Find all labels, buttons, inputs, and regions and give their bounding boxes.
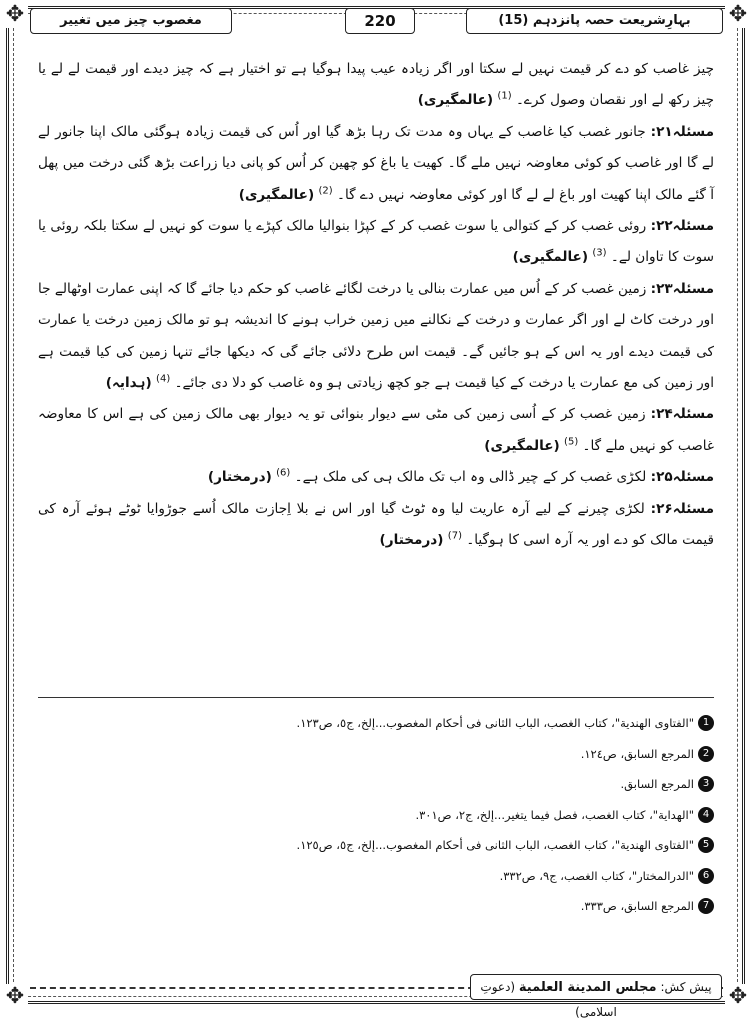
footnote-divider	[38, 697, 714, 698]
footnote-text: "الدرالمختار"، کتاب الغصب، ج٩، ص٣٣٢.	[499, 868, 694, 883]
footnote-ref[interactable]: (5)	[564, 436, 579, 448]
footnote-number: 4	[698, 807, 714, 823]
page-header	[30, 6, 723, 36]
footnote-number: 7	[698, 898, 714, 914]
footnote-ref[interactable]: (4)	[156, 373, 171, 385]
masala	[38, 494, 714, 557]
masala	[38, 117, 714, 211]
masala-label: مسئلہ۲۲:	[650, 218, 714, 235]
paragraph-body: لکڑی چیرنے کے لیے آرہ عاریت لیا وہ ٹوٹ گیا اور اس نے بلا اِجازت مالک اُسے جوڑوایا ٹوٹے ہوئے آرہ کی قیمت مالک کو دے اور یہ آرہ اسی کا ہوگیا۔	[38, 500, 714, 549]
footnote-ref[interactable]: (7)	[447, 530, 462, 542]
publisher-name: مجلس المدینة العلمیة	[518, 980, 657, 995]
paragraph-body: زمین غصب کر کے اُس میں عمارت بنالی یا درخت لگائے غاصب کو حکم دیا جائے گا کہ اپنی عمارت اوٹھالے جا اور درخت کاٹ لے اور اگر عمارت و درخت کے نکالنے میں زمین خراب ہونے کا اندیشہ ہو تو مالک زمین درخت یا عمارت کی قیمت دیدے اور یہ اس کے ہو جائیں گے۔ قیمت اس طرح دلائی جائے گی کہ دیکھا جائے تنہا زمین کی کیا قیمت ہے اور زمین کی مع عمارت یا درخت کے کیا قیمت ہے جو کچھ زیادتی ہو وہ غاصب کو دلا دی جائے۔	[38, 280, 714, 392]
footnote-ref[interactable]: (6)	[276, 467, 291, 479]
book-title: بہارِشریعت حصہ پانزدہم (15)	[466, 8, 723, 34]
footnote	[38, 800, 714, 831]
footnote	[38, 708, 714, 739]
source-citation: (عالمگیری)	[238, 186, 315, 203]
source-citation: (درمختار)	[379, 532, 444, 549]
footnote-ref[interactable]: (2)	[318, 185, 333, 197]
source-citation: (عالمگیری)	[512, 249, 589, 266]
publisher-box	[470, 974, 722, 1019]
main-text	[38, 54, 714, 557]
masala-label: مسئلہ۲۴:	[650, 406, 714, 423]
footnote-number: 5	[698, 837, 714, 853]
presenter-label: پیش کش:	[660, 980, 712, 994]
corner-ornament-icon: ✥	[2, 2, 28, 28]
footnote	[38, 769, 714, 800]
masala-label: مسئلہ۲۳:	[650, 280, 714, 297]
chapter-topic: مغصوب چیز میں تغییر	[30, 8, 232, 34]
footnote	[38, 891, 714, 922]
footnote-number: 3	[698, 776, 714, 792]
masala	[38, 462, 714, 493]
footnote-number: 1	[698, 715, 714, 731]
footnote-ref[interactable]: (1)	[497, 90, 512, 102]
footnote	[38, 830, 714, 861]
source-citation: (درمختار)	[207, 469, 272, 486]
paragraph-body: زمین غصب کر کے اُسی زمین کی مٹی سے دیوار بنوائی تو یہ دیوار بھی مالک زمین کی ہے اس کا معاوضہ غاصب کو نہیں ملے گا۔	[38, 406, 714, 454]
footnote	[38, 739, 714, 770]
footnote-number: 2	[698, 746, 714, 762]
paragraph-body: لکڑی غصب کر کے چیر ڈالی وہ اب تک مالک ہی کی ملک ہے۔	[294, 469, 647, 486]
footnote-text: المرجع السابق، ص٣٣٣.	[580, 899, 694, 914]
footnote-text: المرجع السابق.	[620, 777, 694, 792]
page-number: 220	[345, 8, 415, 34]
footnote-number: 6	[698, 868, 714, 884]
footnote-text: "الهدایة"، کتاب الغصب، فصل فیما یتغیر...إلخ، ج٢، ص٣٠١.	[415, 807, 694, 822]
paragraph-body: چیز غاصب کو دے کر قیمت نہیں لے سکتا اور اگر زیادہ عیب پیدا ہوگیا ہے تو اختیار ہے کہ چیز دیدے اور قیمت لے لے یا چیز رکھ لے اور نقصان وصول کرے۔	[38, 61, 714, 109]
footnote-text: "الفتاوی الهندیة"، کتاب الغصب، الباب الثانی فی أحکام المغصوب...إلخ، ج٥، ص١٢٥.	[296, 838, 694, 853]
corner-ornament-icon: ✥	[725, 2, 751, 28]
masala-label: مسئلہ۲۵:	[650, 469, 714, 486]
paragraph-body: روئی غصب کر کے کتوالی یا سوت غصب کر کے کپڑا بنوالیا مالک کپڑے یا سوت کو نہیں لے سکتا بلکہ روئی یا سوت کا تاوان لے۔	[38, 218, 714, 266]
source-citation: (ہدایہ)	[105, 375, 152, 392]
corner-ornament-icon: ✥	[725, 984, 751, 1010]
corner-ornament-icon: ✥	[2, 984, 28, 1010]
footnote-text: "الفتاوی الهندیة"، کتاب الغصب، الباب الثانی فی أحکام المغصوب...إلخ، ج٥، ص١٢٣.	[296, 716, 694, 731]
masala-label: مسئلہ۲۱:	[650, 123, 714, 140]
publisher-sub: (دعوتِ اسلامی)	[480, 980, 617, 1019]
paragraph-body: جانور غصب کیا غاصب کے یہاں وہ مدت تک رہا بڑھ گیا اور اُس کی قیمت زیادہ ہوگئی مالک اپنا جانور لے لے گا اور غاصب کو کوئی معاوضہ نہیں ملے گا۔ کھیت یا باغ کو چھین کر اُس کو پانی دیا زراعت بڑھ گئی درخت میں پھل آ گئے مالک اپنا کھیت اور باغ لے لے گا اور کوئی معاوضہ نہیں دے گا۔	[38, 123, 714, 203]
masala	[38, 399, 714, 462]
masala	[38, 274, 714, 400]
masala	[38, 211, 714, 274]
paragraph	[38, 54, 714, 117]
page-footer	[30, 972, 723, 1019]
footnote	[38, 861, 714, 892]
source-citation: (عالمگیری)	[417, 92, 494, 109]
footnotes	[38, 708, 714, 922]
footnote-text: المرجع السابق، ص١٢٤.	[580, 746, 694, 761]
source-citation: (عالمگیری)	[484, 437, 560, 454]
masala-label: مسئلہ۲۶:	[650, 500, 714, 517]
footnote-ref[interactable]: (3)	[592, 247, 607, 259]
